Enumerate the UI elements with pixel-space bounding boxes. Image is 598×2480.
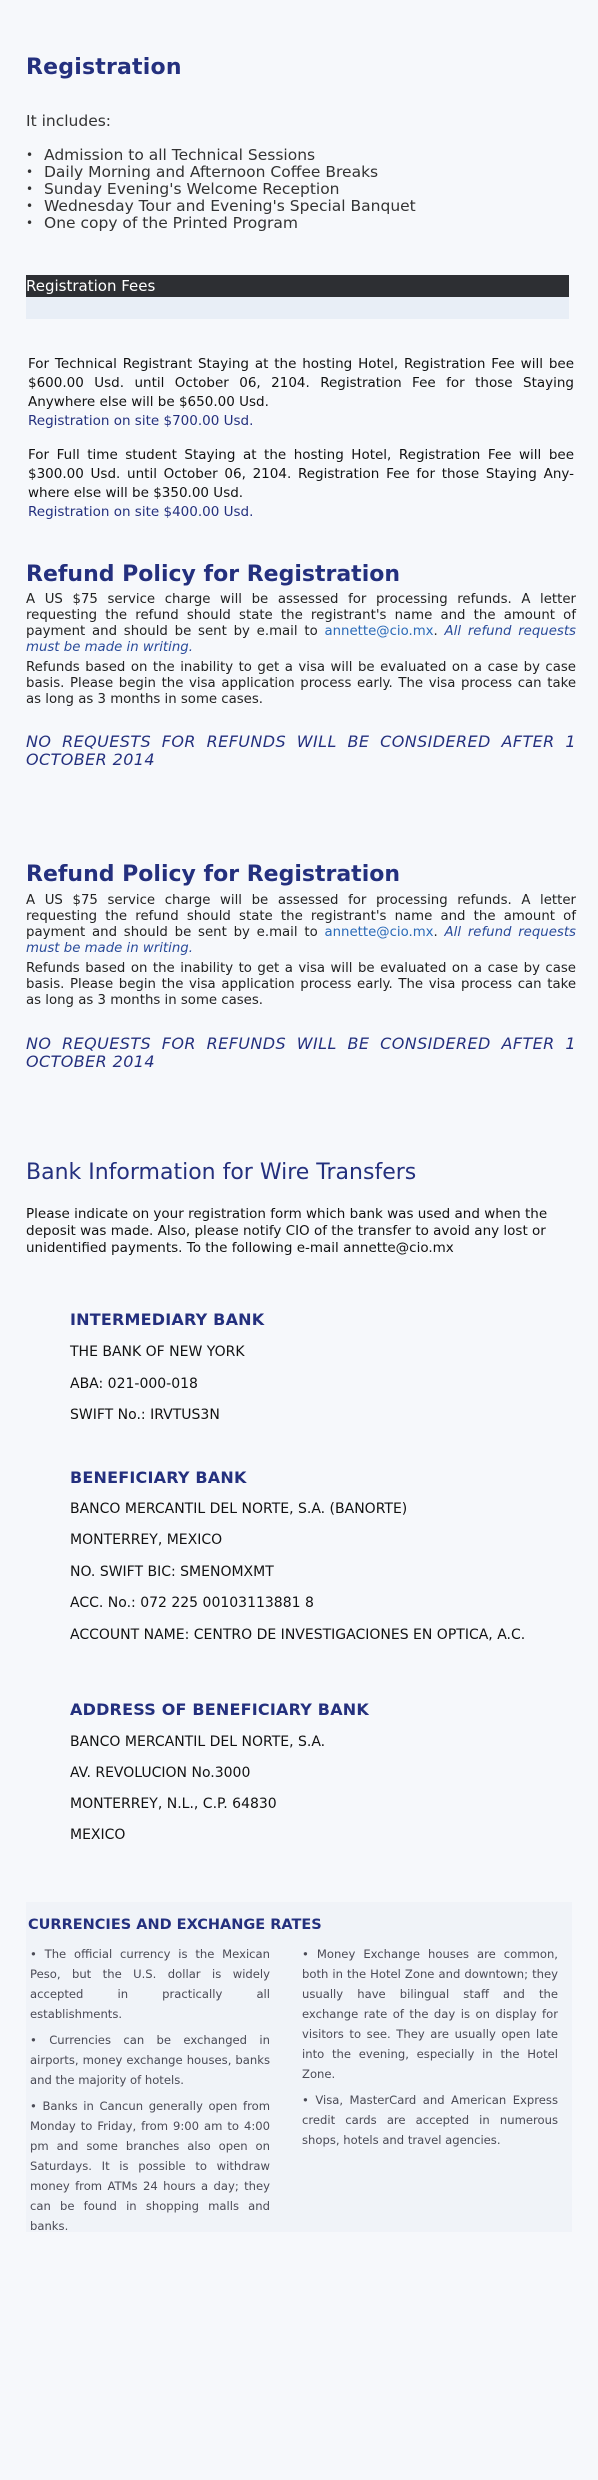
currency-note: • Banks in Cancun generally open from Monday to Friday, from 9:00 am to 4:00 pm and some branches also open on Saturdays. It is possible to withdraw money from ATMs 24 hours a day; they can be found in shopping malls and banks.	[30, 2099, 270, 2233]
currencies-right-column	[302, 1944, 558, 2156]
currency-note: • The official currency is the Mexican Peso, but the U.S. dollar is widely accepted in practically all establishments.	[30, 1947, 270, 2021]
refund-policy-title: Refund Policy for Registration	[26, 562, 401, 587]
technical-fee	[28, 355, 574, 431]
list-item: • Daily Morning and Afternoon Coffee Breaks	[26, 164, 416, 181]
beneficiary-bank-line: BANCO MERCANTIL DEL NORTE, S.A. (BANORTE)	[70, 1501, 408, 1517]
beneficiary-bank-line: NO. SWIFT BIC: SMENOMXMT	[70, 1564, 274, 1580]
student-fee	[28, 446, 574, 522]
refund-text-end: .	[433, 624, 438, 639]
currency-note: • Currencies can be exchanged in airports, money exchange houses, banks and the majority of hotels.	[30, 2033, 270, 2087]
address-line: AV. REVOLUCION No.3000	[70, 1765, 251, 1781]
bank-intro: Please indicate on your registration form which bank was used and when the deposit was made. Also, please notify CIO of the transfer to avoid any lost or unidentified payments. To the following e-mail annette@cio.mx	[26, 1206, 548, 1256]
intermediary-bank-line: SWIFT No.: IRVTUS3N	[70, 1407, 220, 1423]
list-item: • Wednesday Tour and Evening's Special Banquet	[26, 198, 416, 215]
beneficiary-bank-line: ACCOUNT NAME: CENTRO DE INVESTIGACIONES EN OPTICA, A.C.	[70, 1627, 526, 1643]
beneficiary-bank-line: MONTERREY, MEXICO	[70, 1532, 223, 1548]
refund-warning: NO REQUESTS FOR REFUNDS WILL BE CONSIDERED AFTER 1 OCTOBER 2014	[26, 1034, 576, 1071]
refund-text: A US $75 service charge will be assessed for processing refunds. A letter requesting the refund should state the registrant's name and the amount of payment and should be sent by e.mail to	[26, 592, 576, 639]
includes-label: It includes:	[26, 112, 112, 130]
fees-bar-underlay	[26, 297, 569, 319]
student-onsite-fee: Registration on site $400.00 Usd.	[28, 504, 254, 520]
beneficiary-bank-heading: BENEFICIARY BANK	[70, 1468, 247, 1487]
technical-fee-text: For Technical Registrant Staying at the hosting Hotel, Registration Fee will bee $600.00 Usd. until October 06, 2104. Registration Fee for those Staying Anywhere else will be $650.00 Usd.	[28, 356, 574, 410]
intermediary-bank-heading: INTERMEDIARY BANK	[70, 1310, 265, 1329]
registration-title: Registration	[26, 55, 182, 80]
visa-paragraph: Refunds based on the inability to get a visa will be evaluated on a case by case basis. Please begin the visa application process early. The visa process can take as long as 3 months in some cases.	[26, 660, 576, 707]
list-item: • Sunday Evening's Welcome Reception	[26, 181, 416, 198]
beneficiary-address-heading: ADDRESS OF BENEFICIARY BANK	[70, 1700, 369, 1719]
address-line: MEXICO	[70, 1827, 126, 1843]
currencies-title: CURRENCIES AND EXCHANGE RATES	[28, 1917, 322, 1933]
list-item: • Admission to all Technical Sessions	[26, 147, 416, 164]
refund-paragraph	[26, 893, 576, 957]
refund-warning: NO REQUESTS FOR REFUNDS WILL BE CONSIDERED AFTER 1 OCTOBER 2014	[26, 732, 576, 769]
refund-email-link[interactable]: annette@cio.mx	[324, 624, 434, 639]
refund-text: A US $75 service charge will be assessed for processing refunds. A letter requesting the refund should state the registrant's name and the amount of payment and should be sent by e.mail to	[26, 893, 576, 940]
visa-paragraph: Refunds based on the inability to get a visa will be evaluated on a case by case basis. Please begin the visa application process early. The visa process can take as long as 3 months in some cases.	[26, 961, 576, 1008]
refund-italic-note: All refund requests must be made in writing.	[26, 925, 576, 956]
currency-note: • Money Exchange houses are common, both in the Hotel Zone and downtown; they usually have bilingual staff and the exchange rate of the day is on display for visitors to see. They are usually open late into the evening, especially in the Hotel Zone.	[302, 1947, 558, 2081]
beneficiary-bank-line: ACC. No.: 072 225 00103113881 8	[70, 1595, 314, 1611]
address-line: BANCO MERCANTIL DEL NORTE, S.A.	[70, 1734, 326, 1750]
refund-text-end: .	[433, 925, 438, 940]
student-fee-text: For Full time student Staying at the hosting Hotel, Registration Fee will bee $300.00 Usd. until October 06, 2104. Registration Fee for those Staying Any-where else will be $350.00 Usd.	[28, 447, 574, 501]
currencies-left-column	[30, 1944, 270, 2242]
currency-note: • Visa, MasterCard and American Express credit cards are accepted in numerous shops, hotels and travel agencies.	[302, 2093, 558, 2147]
includes-list	[26, 147, 416, 232]
list-item: • One copy of the Printed Program	[26, 215, 416, 232]
refund-email-link[interactable]: annette@cio.mx	[324, 925, 434, 940]
technical-onsite-fee: Registration on site $700.00 Usd.	[28, 413, 254, 429]
address-line: MONTERREY, N.L., C.P. 64830	[70, 1796, 277, 1812]
intermediary-bank-line: ABA: 021-000-018	[70, 1376, 198, 1392]
refund-paragraph	[26, 592, 576, 656]
registration-fees-bar: Registration Fees	[26, 275, 569, 297]
refund-italic-note: All refund requests must be made in writing.	[26, 624, 576, 655]
refund-policy-title: Refund Policy for Registration	[26, 862, 401, 887]
intermediary-bank-line: THE BANK OF NEW YORK	[70, 1344, 245, 1360]
bank-info-title: Bank Information for Wire Transfers	[26, 1160, 417, 1185]
